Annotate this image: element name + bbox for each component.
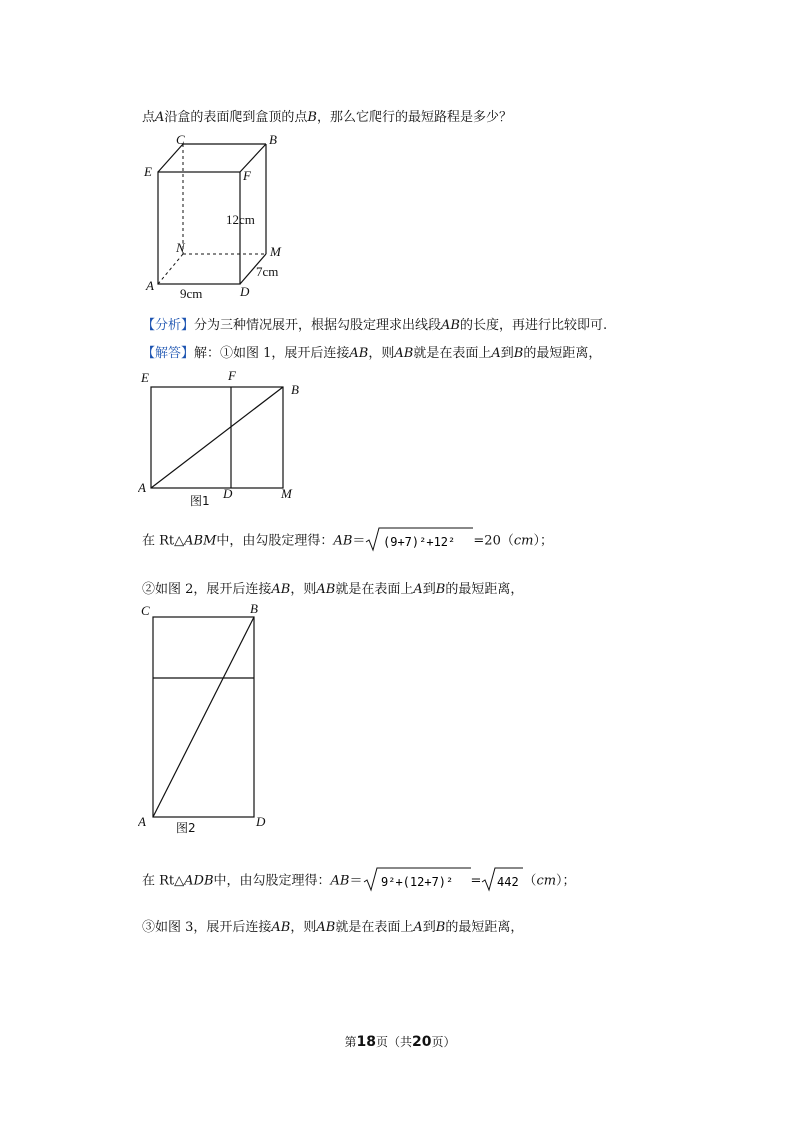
width-label: 9cm <box>180 286 203 301</box>
problem-text: 点A沿盒的表面爬到盒顶的点B，那么它爬行的最短路程是多少？ <box>142 110 512 125</box>
fig1-caption: 图1 <box>190 494 210 508</box>
vertex-d-label: D <box>240 284 250 299</box>
svg-text:9²+(12+7)²: 9²+(12+7)² <box>380 875 453 889</box>
sqrt-expression-1 <box>365 526 473 556</box>
figure-1 <box>138 368 308 513</box>
solution-line: 【解答】解：①如图 1，展开后连接AB，则AB就是在表面上A到B的最短距离， <box>142 346 602 361</box>
vertex-a-label: A <box>146 278 154 293</box>
solution-tag: 【解答】 <box>142 346 195 361</box>
page-footer: 第18页（共20页） <box>344 1034 456 1050</box>
vertex-n-label: N <box>176 240 185 255</box>
figure-2 <box>138 600 273 840</box>
vertex-f-label: F <box>243 168 251 183</box>
page-number: 18 <box>356 1034 376 1050</box>
case-3-line: ③如图 3，展开后连接AB，则AB就是在表面上A到B的最短距离， <box>142 920 524 935</box>
fig2-a-label: A <box>138 814 146 829</box>
fig1-b-label: B <box>291 382 299 397</box>
fig1-m-label: M <box>281 486 292 501</box>
fig1-d-label: D <box>223 486 233 501</box>
sqrt-expression-3 <box>481 866 523 896</box>
fig1-e-label: E <box>141 370 149 385</box>
sqrt-expression-2 <box>363 866 471 896</box>
analysis-line: 【分析】分为三种情况展开，根据勾股定理求出线段AB的长度，再进行比较即可. <box>142 318 608 333</box>
svg-text:(9+7)²+12²: (9+7)²+12² <box>383 535 456 549</box>
depth-label: 7cm <box>256 264 279 279</box>
vertex-e-label: E <box>144 164 152 179</box>
fig2-caption: 图2 <box>176 821 196 835</box>
vertex-b-label: B <box>269 132 277 147</box>
analysis-tag: 【分析】 <box>142 318 195 333</box>
vertex-m-label: M <box>270 244 281 259</box>
box-figure <box>140 130 310 305</box>
vertex-c-label: C <box>176 132 185 147</box>
fig1-f-label: F <box>228 368 236 383</box>
fig2-b-label: B <box>250 601 258 616</box>
calc-1: 在 Rt△ABM中，由勾股定理得：AB＝ (9+7)²+12² =20（cm）； <box>142 526 553 556</box>
fig2-d-label: D <box>256 814 266 829</box>
page-total: 20 <box>412 1034 432 1050</box>
case-2-line: ②如图 2，展开后连接AB，则AB就是在表面上A到B的最短距离， <box>142 582 524 597</box>
fig1-a-label: A <box>138 480 146 495</box>
height-label: 12cm <box>226 212 255 227</box>
svg-text:442: 442 <box>497 875 520 889</box>
fig2-c-label: C <box>141 603 150 618</box>
calc-2: 在 Rt△ADB中，由勾股定理得：AB＝ 9²+(12+7)² = 442 （cm）； <box>142 866 576 896</box>
